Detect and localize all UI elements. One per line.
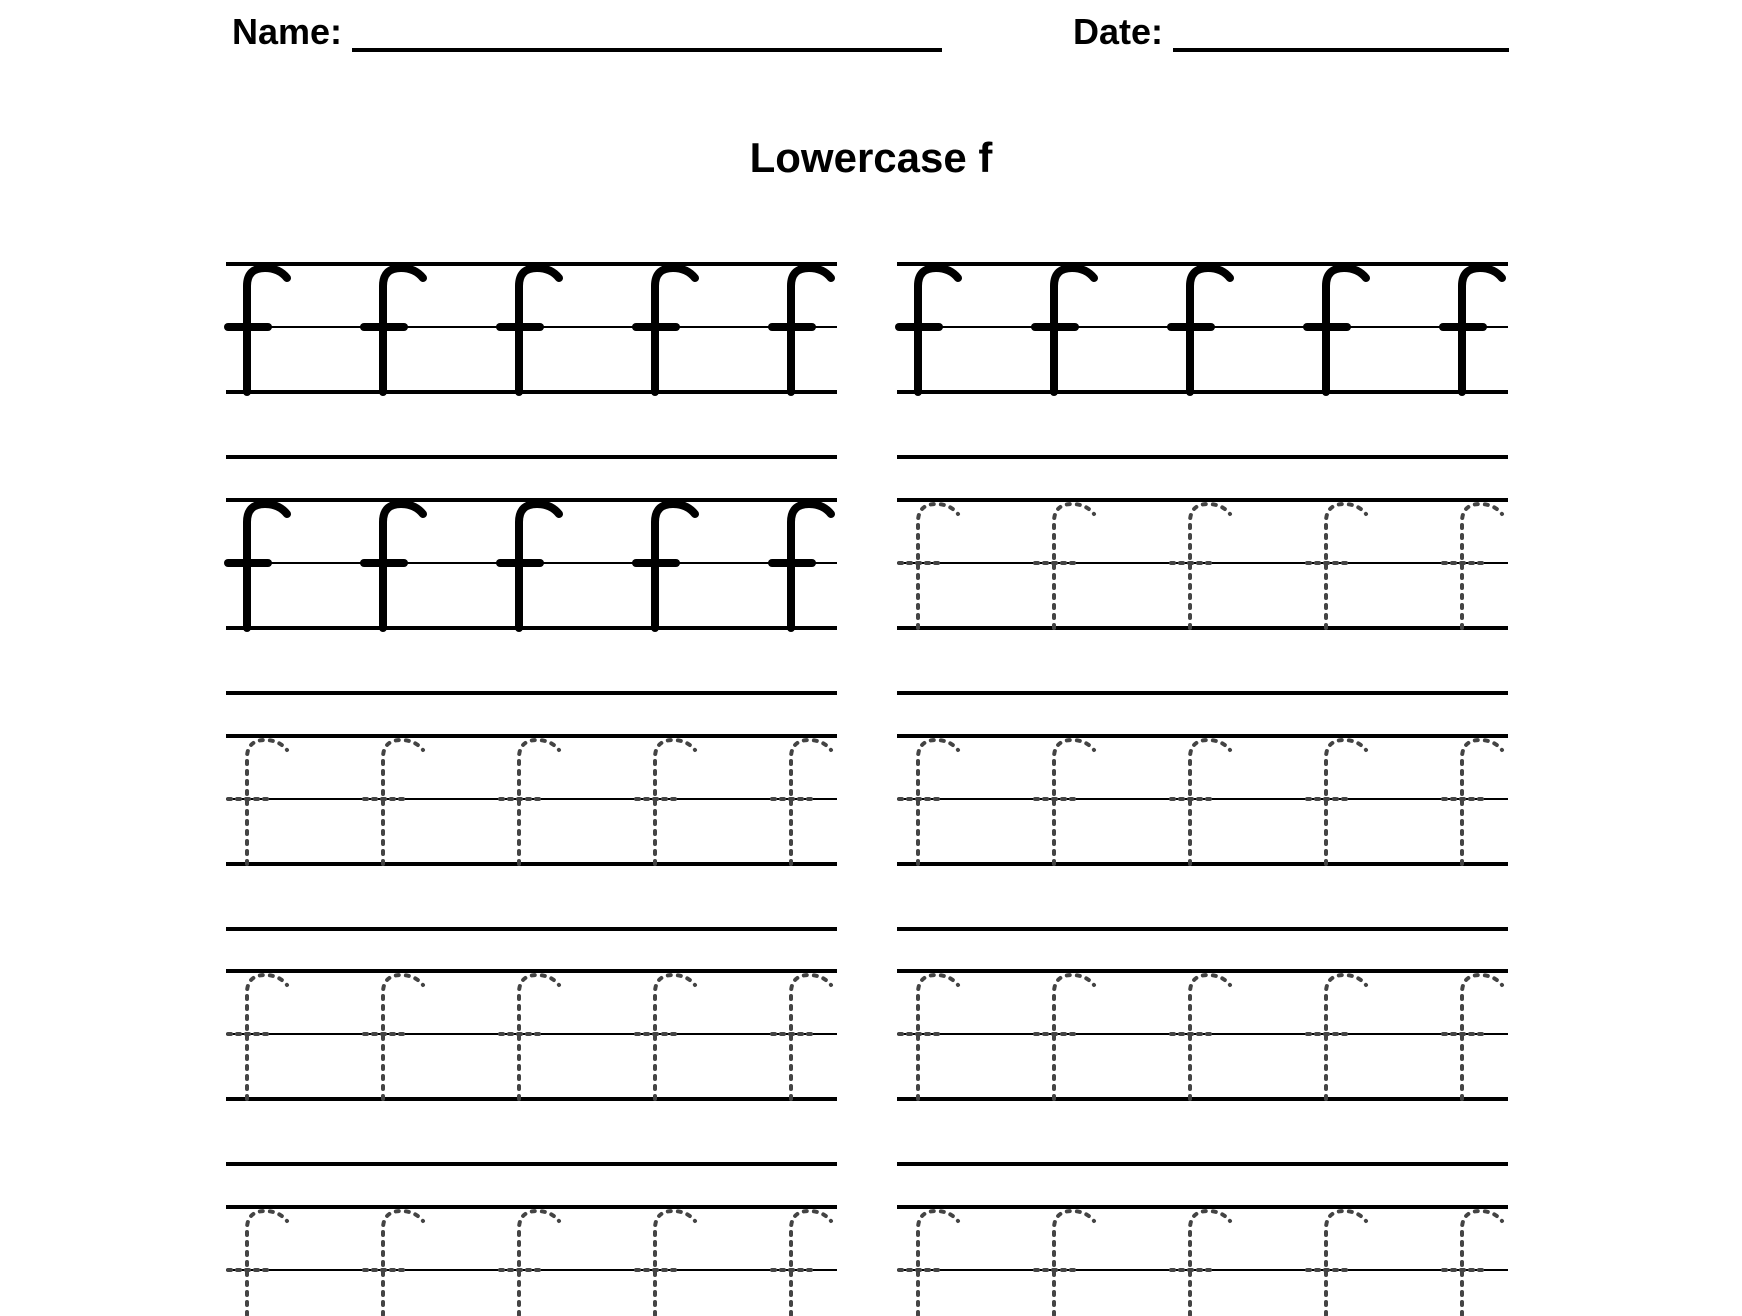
letter-f-stem-dotted xyxy=(918,504,958,628)
letter-f xyxy=(1171,1211,1230,1316)
letter-f-stem-dotted xyxy=(655,1211,695,1316)
letter-f xyxy=(899,1211,958,1316)
page-title: Lowercase f xyxy=(749,134,993,181)
letter-f xyxy=(1307,740,1366,864)
letter-f-stem-dotted xyxy=(519,740,559,864)
letter-f-stem-dotted xyxy=(1462,504,1502,628)
letter-f xyxy=(228,1211,287,1316)
letter-f xyxy=(1443,504,1502,628)
practice-row[interactable] xyxy=(897,736,1508,929)
letter-f-stem-dotted xyxy=(1326,504,1366,628)
letter-f-stem-dotted xyxy=(1326,975,1366,1099)
letter-f xyxy=(1307,975,1366,1099)
letter-f xyxy=(636,740,695,864)
letter-f-stem-dotted xyxy=(519,975,559,1099)
letter-f-stem-dotted xyxy=(247,740,287,864)
letter-f-stem-dotted xyxy=(1054,504,1094,628)
practice-row[interactable] xyxy=(897,971,1508,1164)
letter-f-stem-dotted xyxy=(1326,1211,1366,1316)
letter-f xyxy=(228,504,287,628)
letter-f xyxy=(500,1211,559,1316)
letter-f xyxy=(772,504,831,628)
practice-row[interactable] xyxy=(226,264,837,457)
letter-f-stem-dotted xyxy=(791,1211,831,1316)
letter-f-stem-dotted xyxy=(1462,740,1502,864)
letter-f xyxy=(899,268,958,392)
letter-f-stem-dotted xyxy=(1462,1211,1502,1316)
practice-row[interactable] xyxy=(897,264,1508,457)
letter-f-stem-dotted xyxy=(1054,1211,1094,1316)
letter-f xyxy=(1443,1211,1502,1316)
letter-f xyxy=(1443,268,1502,392)
practice-row[interactable] xyxy=(226,736,837,929)
letter-f xyxy=(772,975,831,1099)
letter-f-stem-dotted xyxy=(655,740,695,864)
letter-f xyxy=(636,1211,695,1316)
letter-f xyxy=(1443,740,1502,864)
letter-f-stem-dotted xyxy=(918,740,958,864)
practice-column-1 xyxy=(226,264,837,1316)
letter-f-stem-dotted xyxy=(1190,975,1230,1099)
letter-f xyxy=(500,268,559,392)
letter-f xyxy=(1035,268,1094,392)
letter-f-stem-dotted xyxy=(655,975,695,1099)
name-label: Name: xyxy=(232,11,343,52)
letter-f xyxy=(1035,975,1094,1099)
letter-f-stem-dotted xyxy=(383,975,423,1099)
letter-f-stem-dotted xyxy=(791,740,831,864)
letter-f-stem-dotted xyxy=(1054,740,1094,864)
letter-f xyxy=(1171,975,1230,1099)
practice-row[interactable] xyxy=(226,500,837,693)
date-label: Date: xyxy=(1073,11,1164,52)
letter-f xyxy=(1171,504,1230,628)
letter-f-stem-dotted xyxy=(918,975,958,1099)
letter-f-stem-dotted xyxy=(247,975,287,1099)
practice-row[interactable] xyxy=(897,500,1508,693)
letter-f xyxy=(364,1211,423,1316)
practice-row[interactable] xyxy=(897,1207,1508,1316)
letter-f xyxy=(1443,975,1502,1099)
letter-f-stem-dotted xyxy=(383,1211,423,1316)
letter-f xyxy=(772,268,831,392)
letter-f xyxy=(1035,504,1094,628)
letter-f xyxy=(500,975,559,1099)
letter-f xyxy=(228,975,287,1099)
letter-f-stem-dotted xyxy=(1190,1211,1230,1316)
letter-f xyxy=(228,740,287,864)
letter-f xyxy=(1307,268,1366,392)
letter-f xyxy=(636,975,695,1099)
letter-f xyxy=(1171,268,1230,392)
letter-f xyxy=(364,268,423,392)
letter-f xyxy=(772,740,831,864)
letter-f xyxy=(636,268,695,392)
letter-f xyxy=(899,975,958,1099)
letter-f-stem-dotted xyxy=(1190,504,1230,628)
letter-f xyxy=(228,268,287,392)
letter-f xyxy=(364,740,423,864)
letter-f xyxy=(636,504,695,628)
letter-f xyxy=(1307,504,1366,628)
letter-f-stem-dotted xyxy=(1326,740,1366,864)
letter-f-stem-dotted xyxy=(1462,975,1502,1099)
letter-f xyxy=(500,504,559,628)
letter-f-stem-dotted xyxy=(247,1211,287,1316)
letter-f xyxy=(899,504,958,628)
practice-row[interactable] xyxy=(226,1207,837,1316)
letter-f-stem-dotted xyxy=(519,1211,559,1316)
practice-column-2 xyxy=(897,264,1508,1316)
letter-f xyxy=(1035,740,1094,864)
letter-f xyxy=(1307,1211,1366,1316)
letter-f xyxy=(1035,1211,1094,1316)
letter-f xyxy=(772,1211,831,1316)
letter-f xyxy=(500,740,559,864)
letter-f-stem-dotted xyxy=(791,975,831,1099)
letter-f xyxy=(1171,740,1230,864)
letter-f-stem-dotted xyxy=(1054,975,1094,1099)
letter-f-stem-dotted xyxy=(1190,740,1230,864)
letter-f-stem-dotted xyxy=(383,740,423,864)
practice-row[interactable] xyxy=(226,971,837,1164)
letter-f xyxy=(364,975,423,1099)
letter-f-stem-dotted xyxy=(918,1211,958,1316)
letter-f xyxy=(899,740,958,864)
letter-f xyxy=(364,504,423,628)
